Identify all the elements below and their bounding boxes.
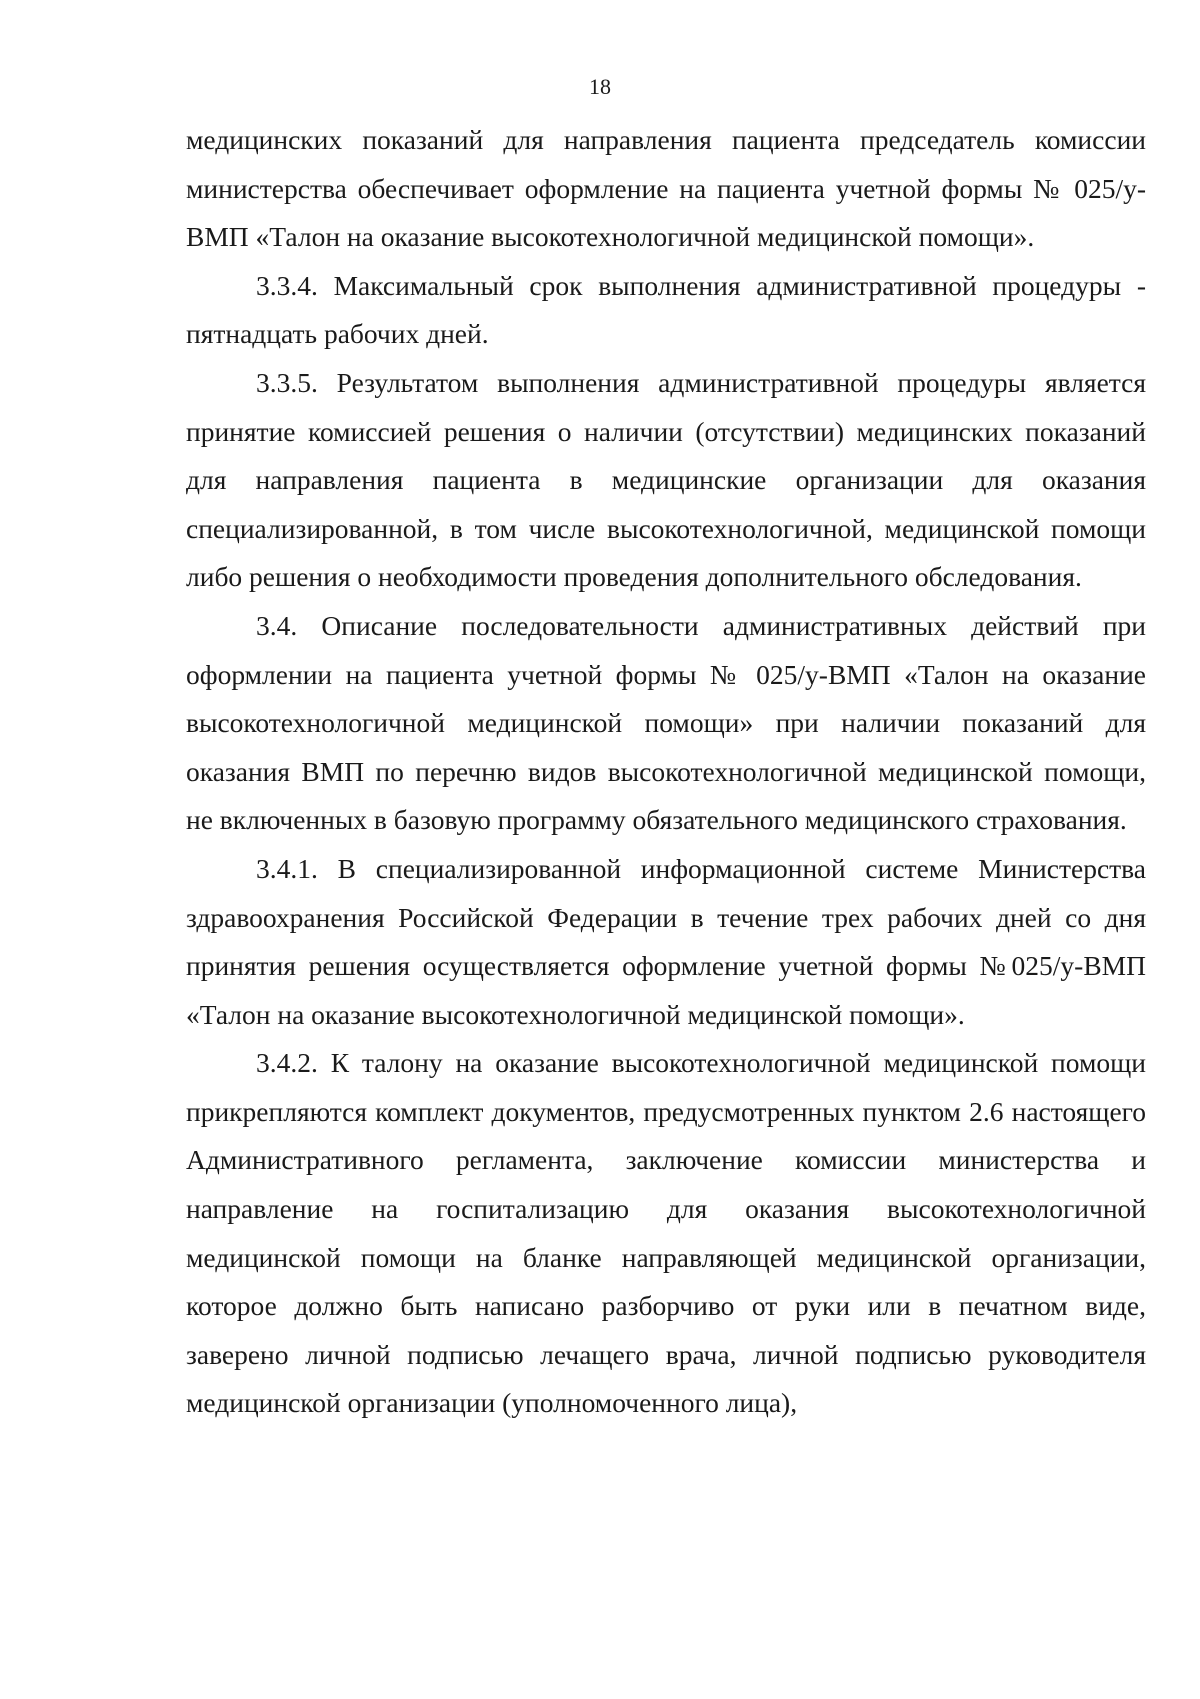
paragraph-3-3-5: 3.3.5. Результатом выполнения административной процедуры является принятие комиссией решения о наличии (отсутствии) медицинских показаний для направления пациента в медицинские организации для оказания специализированной, в том числе высокотехнологичной, медицинской помощи либо решения о необходимости проведения дополнительного обследования. (186, 366, 1146, 593)
paragraph-3-4-1: 3.4.1. В специализированной информационной системе Министерства здравоохранения Российской Федерации в течение трех рабочих дней со дня принятия решения осуществляется оформление учетной формы №025/у-ВМП «Талон на оказание высокотехнологичной медицинской помощи». (186, 852, 1146, 1030)
paragraph-3-4-2: 3.4.2. К талону на оказание высокотехнологичной медицинской помощи прикрепляются комплект документов, предусмотренных пунктом 2.6 настоящего Административного регламента, заключение комиссии министерства и направление на госпитализацию для оказания высокотехнологичной медицинской помощи на бланке направляющей медицинской организации, которое должно быть написано разборчиво от руки или в печатном виде, заверено личной подписью лечащего врача, личной подписью руководителя медицинской организации (уполномоченного лица), (186, 1047, 1146, 1419)
document-body (186, 116, 1146, 1428)
paragraph-continuation: медицинских показаний для направления пациента председатель комиссии министерства обеспечивает оформление на пациента учетной формы № 025/у-ВМП «Талон на оказание высокотехнологичной медицинской помощи». (186, 124, 1146, 253)
page-number: 18 (589, 74, 611, 99)
paragraph-3-3-4: 3.3.4. Максимальный срок выполнения административной процедуры - пятнадцать рабочих дней. (186, 269, 1146, 350)
paragraph-3-4: 3.4. Описание последовательности административных действий при оформлении на пациента учетной формы № 025/у-ВМП «Талон на оказание высокотехнологичной медицинской помощи» при наличии показаний для оказания ВМП по перечню видов высокотехнологичной медицинской помощи, не включенных в базовую программу обязательного медицинского страхования. (186, 609, 1146, 836)
